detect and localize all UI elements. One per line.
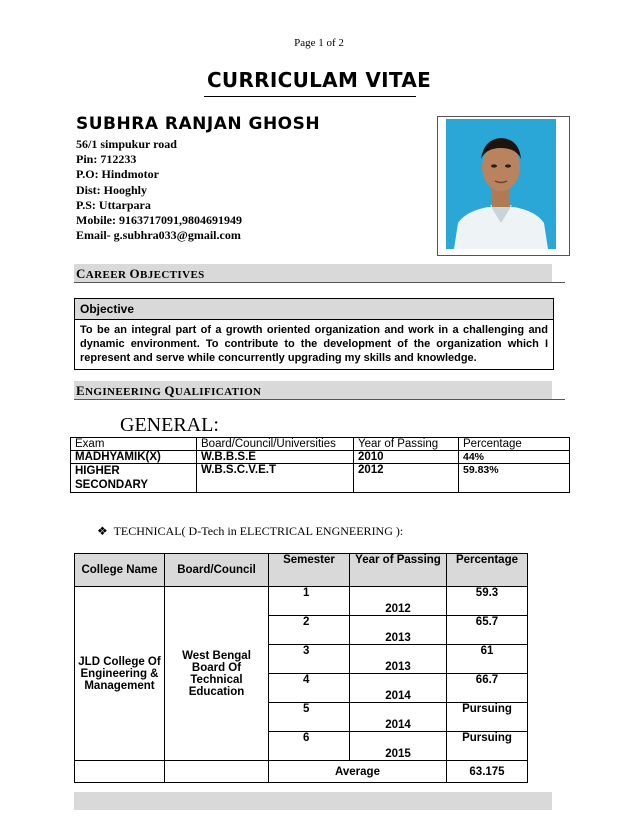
cell-exam: MADHYAMIK(X) [71, 451, 197, 464]
contact-ps: P.S: Uttarpara [76, 197, 151, 212]
cell-semester: 1 [269, 587, 350, 616]
contact-email: Email- g.subhra033@gmail.com [76, 228, 241, 243]
header-exam: Exam [71, 438, 197, 451]
objective-text: To be an integral part of a growth oriented organization and work in a challenging and dynamic environment. To contribute to the development of the organization which I represent and serve while concurrently upgrading my skills and knowledge. [80, 324, 548, 364]
contact-po: P.O: Hindmotor [76, 167, 159, 182]
career-objectives-rule [74, 282, 565, 283]
cell-year: 2012 [354, 464, 459, 493]
cell-empty [165, 761, 269, 783]
contact-pin: Pin: 712233 [76, 152, 137, 167]
cell-year: 2010 [354, 451, 459, 464]
cell-percentage: 59.3 [447, 587, 528, 616]
bullet-icon: ❖ [97, 524, 108, 538]
cell-semester: 6 [269, 732, 350, 761]
header-year: Year of Passing [354, 438, 459, 451]
engineering-qualification-heading: ENGINEERING QUALIFICATION [76, 383, 262, 398]
table-header-row [75, 554, 528, 587]
cell-board: West Bengal Board Of Technical Education [165, 587, 269, 761]
table-header-row [71, 438, 570, 451]
contact-block [76, 137, 242, 243]
cell-board: W.B.B.S.E [197, 451, 354, 464]
header-board: Board/Council/Universities [197, 438, 354, 451]
table-average-row [75, 761, 528, 783]
cell-exam: HIGHER SECONDARY [71, 464, 197, 493]
cell-year: 2012 [350, 587, 447, 616]
cell-year: 2014 [350, 703, 447, 732]
technical-heading: ❖ TECHNICAL( D-Tech in ELECTRICAL ENGNEERING ): [97, 524, 404, 538]
cell-semester: 5 [269, 703, 350, 732]
header-semester: Semester [269, 554, 350, 587]
contact-address: 56/1 simpukur road [76, 137, 177, 151]
cell-percentage: 61 [447, 645, 528, 674]
cell-percentage: Pursuing [447, 732, 528, 761]
cell-year: 2013 [350, 616, 447, 645]
header-percentage: Percentage [447, 554, 528, 587]
cell-percentage: Pursuing [447, 703, 528, 732]
cell-year: 2015 [350, 732, 447, 761]
cell-semester: 2 [269, 616, 350, 645]
cell-semester: 3 [269, 645, 350, 674]
objective-box [74, 298, 554, 370]
cell-year: 2014 [350, 674, 447, 703]
contact-mobile: Mobile: 9163717091,9804691949 [76, 213, 242, 228]
header-board: Board/Council [165, 554, 269, 587]
profile-photo [446, 119, 556, 249]
cell-percentage: 66.7 [447, 674, 528, 703]
cell-college: JLD College Of Engineering & Management [75, 587, 165, 761]
career-objectives-heading: CAREER OBJECTIVES [76, 266, 205, 281]
footer-bar [74, 792, 552, 810]
technical-qualification-table [74, 553, 528, 783]
contact-district: Dist: Hooghly [76, 182, 148, 197]
page-number: Page 1 of 2 [294, 37, 344, 49]
cell-year: 2013 [350, 645, 447, 674]
header-college: College Name [75, 554, 165, 587]
engineering-qualification-rule [74, 399, 565, 400]
cell-average-label: Average [269, 761, 447, 783]
cell-board: W.B.S.C.V.E.T [197, 464, 354, 493]
table-row [71, 451, 570, 464]
header-year: Year of Passing [350, 554, 447, 587]
general-heading: GENERAL: [120, 414, 219, 436]
cell-percentage: 65.7 [447, 616, 528, 645]
table-row [75, 587, 528, 616]
page-title: CURRICULAM VITAE [206, 68, 432, 92]
cell-percentage: 44% [459, 451, 570, 464]
cell-average-value: 63.175 [447, 761, 528, 783]
cell-semester: 4 [269, 674, 350, 703]
cell-empty [75, 761, 165, 783]
cell-percentage: 59.83% [459, 464, 570, 493]
table-row [71, 464, 570, 493]
title-underline [204, 96, 416, 97]
objective-heading: Objective [75, 299, 553, 320]
candidate-name: SUBHRA RANJAN GHOSH [76, 114, 321, 134]
general-qualification-table [70, 437, 570, 493]
header-percentage: Percentage [459, 438, 570, 451]
